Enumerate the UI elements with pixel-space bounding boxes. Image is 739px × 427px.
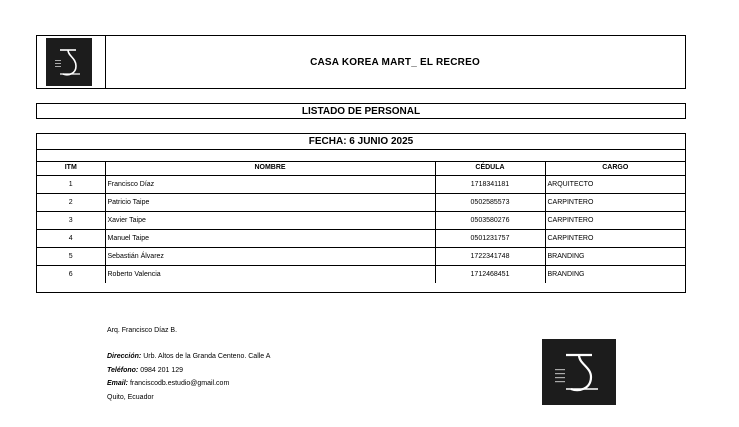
cell-itm: 3 (37, 211, 105, 229)
address-value: Urb. Altos de la Granda Centeno. Calle A (143, 353, 271, 360)
cell-cedula: 1712468451 (435, 265, 545, 283)
list-title: LISTADO DE PERSONAL (36, 103, 686, 119)
table-row (37, 265, 685, 283)
address-label: Dirección: (107, 353, 142, 360)
phone-label: Teléfono: (107, 366, 139, 374)
email-value: franciscodb.estudio@gmail.com (129, 380, 230, 387)
email-label: Email: (107, 380, 129, 387)
personnel-table-box (36, 133, 686, 293)
header-box (36, 35, 686, 89)
table-row (37, 247, 685, 265)
personnel-table (37, 161, 685, 283)
cell-nombre: Roberto Valencia (105, 265, 435, 283)
contact-block (107, 350, 270, 404)
address-line (107, 350, 270, 364)
footer-logo (542, 339, 616, 405)
cell-itm: 2 (37, 193, 105, 211)
cell-nombre: Patricio Taipe (105, 193, 435, 211)
table-row (37, 229, 685, 247)
company-name: CASA KOREA MART_ EL RECREO (310, 56, 480, 68)
cell-nombre: Xavier Taipe (105, 211, 435, 229)
cell-itm: 5 (37, 247, 105, 265)
table-header-row (37, 161, 685, 175)
cell-cargo: CARPINTERO (545, 229, 685, 247)
signature-name: Arq. Francisco Díaz B. (107, 327, 178, 334)
cell-cargo: BRANDING (545, 265, 685, 283)
column-header-cargo: CARGO (545, 161, 685, 175)
table-row (37, 193, 685, 211)
cell-cargo: ARQUITECTO (545, 175, 685, 193)
date-label: FECHA: 6 JUNIO 2025 (37, 134, 685, 150)
cell-cargo: CARPINTERO (545, 193, 685, 211)
cell-cedula: 0501231757 (435, 229, 545, 247)
cell-nombre: Francisco Díaz (105, 175, 435, 193)
email-line (107, 377, 270, 391)
city-line: Quito, Ecuador (107, 393, 154, 401)
phone-value: 0984 201 129 (140, 366, 184, 374)
cell-itm: 4 (37, 229, 105, 247)
signature-line (107, 324, 177, 338)
column-header-itm: ITM (37, 161, 105, 175)
cell-cedula: 0503580276 (435, 211, 545, 229)
cell-cedula: 0502585573 (435, 193, 545, 211)
table-row (37, 211, 685, 229)
logo-cell (37, 36, 106, 88)
company-logo (46, 38, 92, 86)
cell-cargo: BRANDING (545, 247, 685, 265)
cell-cedula: 1722341748 (435, 247, 545, 265)
cell-nombre: Manuel Taipe (105, 229, 435, 247)
cell-cargo: CARPINTERO (545, 211, 685, 229)
cell-itm: 6 (37, 265, 105, 283)
cell-cedula: 1718341181 (435, 175, 545, 193)
column-header-nombre: NOMBRE (105, 161, 435, 175)
cell-nombre: Sebastián Álvarez (105, 247, 435, 265)
table-row (37, 175, 685, 193)
phone-line (107, 364, 270, 378)
column-header-cedula: CÉDULA (435, 161, 545, 175)
cell-itm: 1 (37, 175, 105, 193)
